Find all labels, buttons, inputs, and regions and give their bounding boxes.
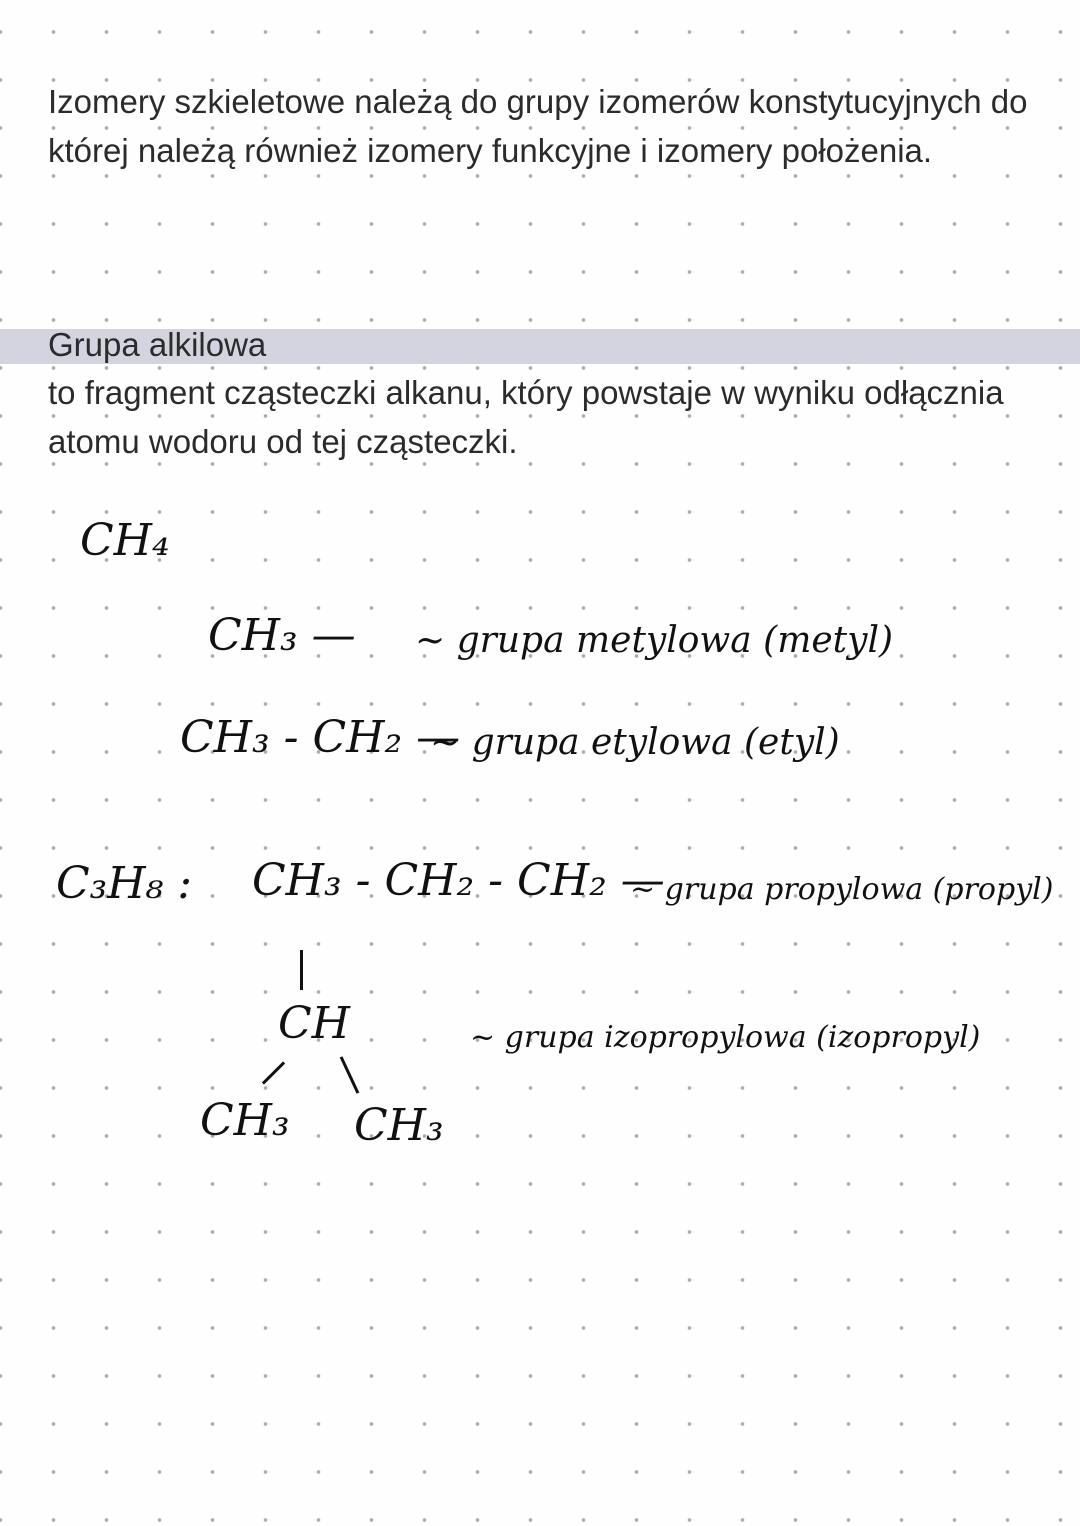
hw-methane: CH₄ — [80, 515, 170, 566]
hw-methyl-formula: CH₃ — — [208, 610, 356, 661]
hw-methyl-desc: ~ grupa metylowa (metyl) — [415, 620, 894, 661]
section-heading: Grupa alkilowa — [48, 326, 267, 363]
paragraph-isomers: Izomery szkieletowe należą do grupy izomerów konstytucyjnych do której należą również izomery funkcyjne i izomery położenia. — [48, 83, 1028, 169]
hw-iso-ch3-left: CH₃ — [200, 1095, 290, 1146]
hw-propane: C₃H₈ : — [56, 858, 193, 909]
bond-right — [340, 1056, 360, 1094]
section-definition: to fragment cząsteczki alkanu, który powstaje w wyniku odłącznia atomu wodoru od tej cząsteczki. — [48, 374, 1004, 460]
hw-propyl-formula: CH₃ - CH₂ - CH₂ — — [252, 855, 665, 906]
hw-iso-ch: CH — [278, 998, 351, 1049]
bond-left — [262, 1061, 285, 1084]
hw-isopropyl-desc: ~ grupa izopropylowa (izopropyl) — [470, 1020, 981, 1055]
hw-propyl-desc: ~ grupa propylowa (propyl) — [630, 872, 1054, 907]
hw-ethyl-desc: ~ grupa etylowa (etyl) — [430, 722, 840, 763]
hw-ethyl-formula: CH₃ - CH₂ — — [180, 712, 461, 763]
bond-vertical — [300, 950, 303, 990]
hw-iso-ch3-right: CH₃ — [354, 1100, 444, 1151]
